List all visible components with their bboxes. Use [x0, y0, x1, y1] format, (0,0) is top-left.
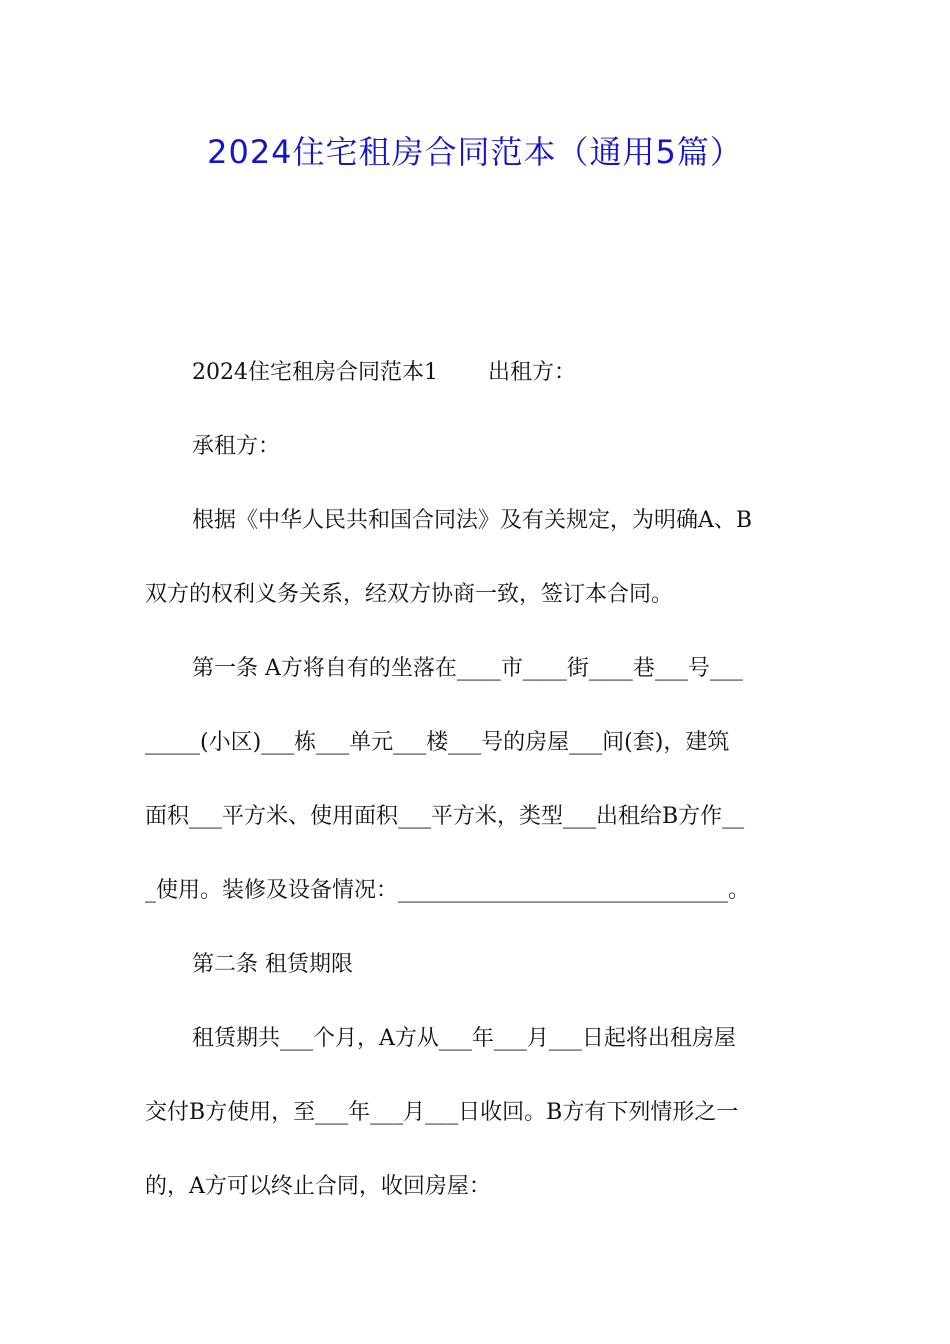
article-two-line: 交付B方使用，至___年___月___日收回。B方有下列情形之一 — [145, 1100, 739, 1125]
lessee-line — [145, 410, 810, 484]
lessor-label: 出租方： — [488, 360, 577, 385]
document-body — [145, 336, 810, 1224]
heading-line — [145, 336, 810, 410]
article-two-line: 租赁期共___个月，A方从___年___月___日起将出租房屋 — [192, 1026, 736, 1051]
article-one-line: 面积___平方米、使用面积___平方米，类型___出租给B方作__ — [145, 804, 745, 829]
article-two-line: 的，A方可以终止合同，收回房屋： — [145, 1174, 491, 1199]
article-one-line: 第一条 A方将自有的坐落在____市____街____巷___号___ — [192, 656, 743, 681]
article-two-heading: 第二条 租赁期限 — [192, 952, 353, 977]
article-one-line: _使用。装修及设备情况：______________________________。 — [145, 878, 751, 903]
article-one-line: _____(小区)___栋___单元___楼___号的房屋___间(套)，建筑 — [145, 730, 730, 755]
contract-heading: 2024住宅租房合同范本1 — [192, 360, 438, 385]
paragraph-line: 双方的权利义务关系，经双方协商一致，签订本合同。 — [145, 582, 674, 607]
paragraph-line: 根据《中华人民共和国合同法》及有关规定，为明确A、B — [192, 508, 753, 533]
document-title: 2024住宅租房合同范本（通用5篇） — [207, 133, 743, 171]
lessee-label: 承租方： — [192, 434, 281, 459]
